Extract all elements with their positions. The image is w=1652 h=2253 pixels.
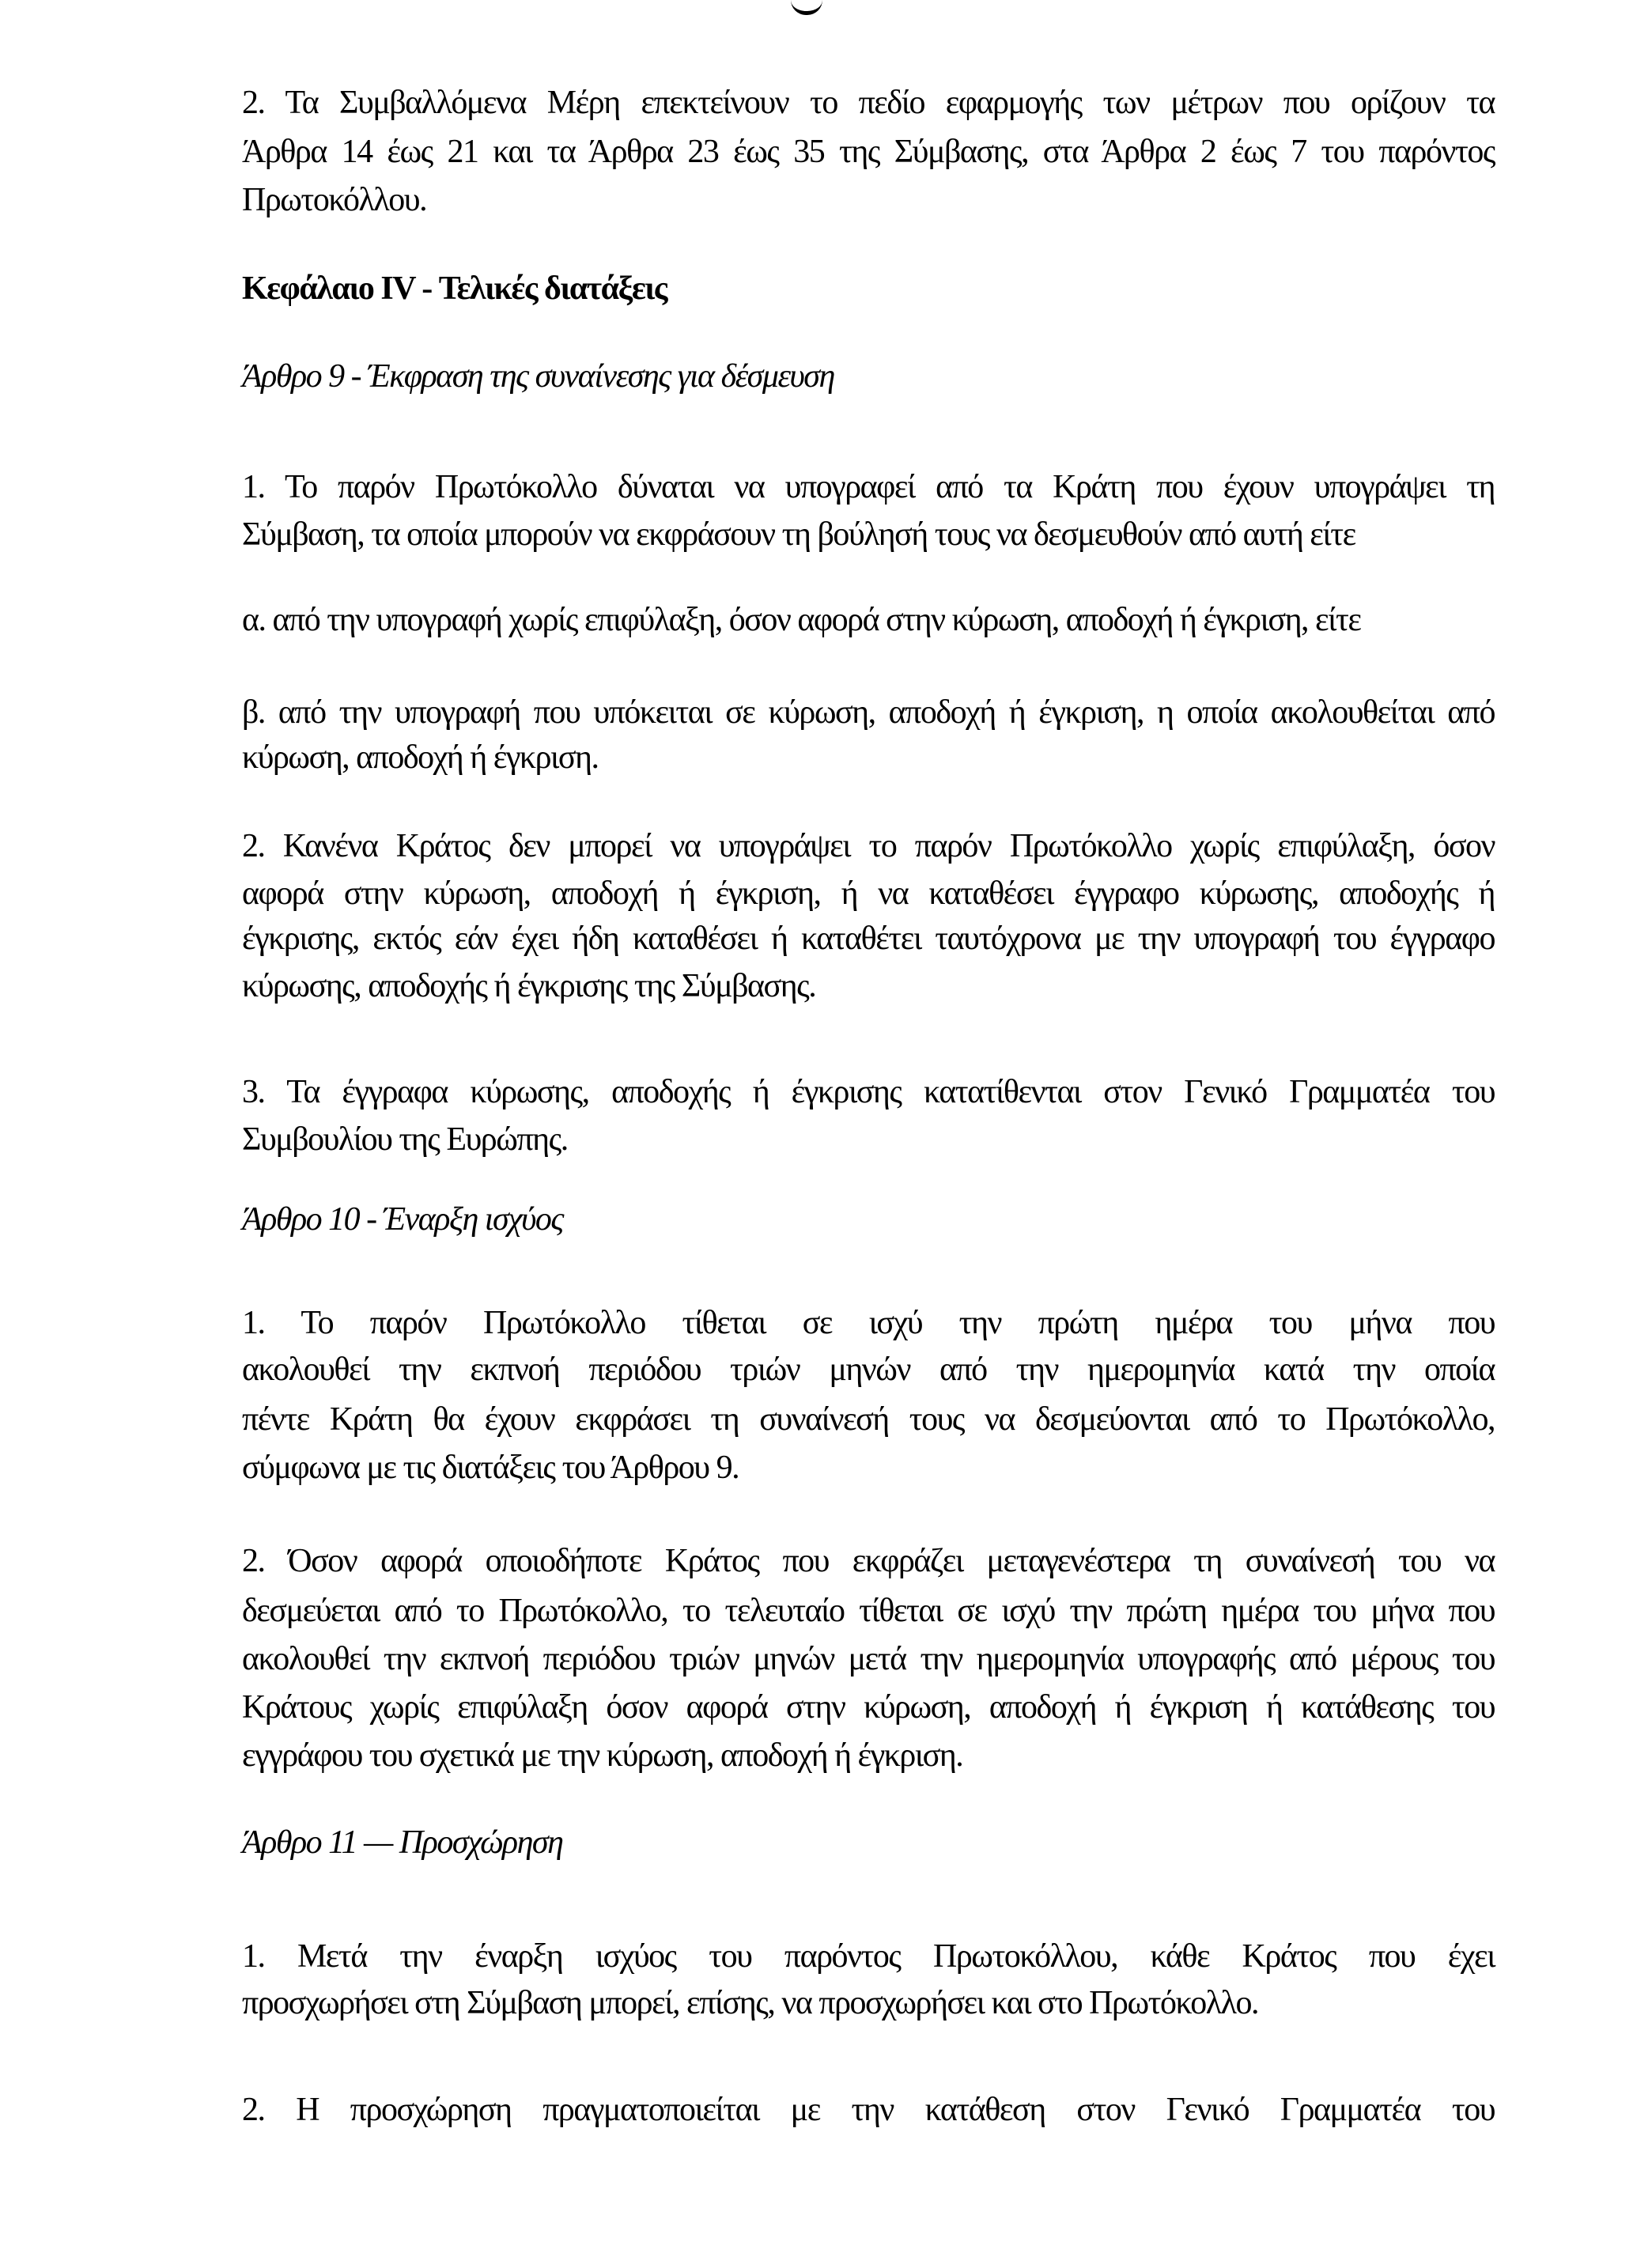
text-line: σύμφωνα με τις διατάξεις του Άρθρου 9. — [242, 1450, 739, 1486]
text-line: Κράτους χωρίς επιφύλαξη όσον αφορά στην κύρωση, αποδοχή ή έγκριση ή κατάθεσης του — [242, 1689, 1495, 1726]
text-line: ακολουθεί την εκπνοή περιόδου τριών μηνών μετά την ημερομηνία υπογραφής από μέρους του — [242, 1641, 1495, 1677]
text-line: 2. Κανένα Κράτος δεν μπορεί να υπογράψει το παρόν Πρωτόκολλο χωρίς επιφύλαξη, όσον — [242, 828, 1495, 864]
text-line: Πρωτοκόλλου. — [242, 182, 427, 218]
text-line: 2. Όσον αφορά οποιοδήποτε Κράτος που εκφράζει μεταγενέστερα τη συναίνεσή του να — [242, 1543, 1495, 1579]
text-line: κύρωσης, αποδοχής ή έγκρισης της Σύμβασης. — [242, 968, 816, 1004]
scan-artifact-mark — [791, 0, 822, 15]
article-heading: Άρθρο 11 — Προσχώρηση — [242, 1824, 563, 1861]
article-heading: Άρθρο 9 - Έκφραση της συναίνεσης για δέσμευση — [242, 358, 834, 395]
article-heading: Άρθρο 10 - Έναρξη ισχύος — [242, 1201, 563, 1238]
text-line: α. από την υπογραφή χωρίς επιφύλαξη, όσον αφορά στην κύρωση, αποδοχή ή έγκριση, είτε — [242, 602, 1361, 638]
text-line: β. από την υπογραφή που υπόκειται σε κύρωση, αποδοχή ή έγκριση, η οποία ακολουθείται από — [242, 694, 1495, 731]
text-line: Άρθρα 14 έως 21 και τα Άρθρα 23 έως 35 της Σύμβασης, στα Άρθρα 2 έως 7 του παρόντος — [242, 134, 1495, 170]
text-line: προσχωρήσει στη Σύμβαση μπορεί, επίσης, να προσχωρήσει και στο Πρωτόκολλο. — [242, 1985, 1258, 2021]
text-line: εγγράφου του σχετικά με την κύρωση, αποδοχή ή έγκριση. — [242, 1737, 963, 1774]
text-line: Συμβουλίου της Ευρώπης. — [242, 1121, 568, 1158]
text-line: 1. Το παρόν Πρωτόκολλο δύναται να υπογραφεί από τα Κράτη που έχουν υπογράψει τη — [242, 469, 1495, 505]
text-line: πέντε Κράτη θα έχουν εκφράσει τη συναίνεσή τους να δεσμεύονται από το Πρωτόκολλο, — [242, 1401, 1495, 1438]
text-line: κύρωση, αποδοχή ή έγκριση. — [242, 739, 599, 776]
text-line: 2. Τα Συμβαλλόμενα Μέρη επεκτείνουν το πεδίο εφαρμογής των μέτρων που ορίζουν τα — [242, 85, 1495, 121]
text-line: έγκρισης, εκτός εάν έχει ήδη καταθέσει ή καταθέτει ταυτόχρονα με την υπογραφή του έγγραφο — [242, 920, 1495, 957]
text-line: 3. Τα έγγραφα κύρωσης, αποδοχής ή έγκρισης κατατίθενται στον Γενικό Γραμματέα του — [242, 1074, 1495, 1110]
text-line: ακολουθεί την εκπνοή περιόδου τριών μηνών από την ημερομηνία κατά την οποία — [242, 1351, 1495, 1388]
text-line: Σύμβαση, τα οποία μπορούν να εκφράσουν τη βούλησή τους να δεσμευθούν από αυτή είτε — [242, 516, 1355, 553]
text-line: 1. Το παρόν Πρωτόκολλο τίθεται σε ισχύ την πρώτη ημέρα του μήνα που — [242, 1305, 1495, 1341]
text-line: 1. Μετά την έναρξη ισχύος του παρόντος Πρωτοκόλλου, κάθε Κράτος που έχει — [242, 1938, 1495, 1975]
text-line: δεσμεύεται από το Πρωτόκολλο, το τελευταίο τίθεται σε ισχύ την πρώτη ημέρα του μήνα που — [242, 1593, 1495, 1629]
chapter-heading: Κεφάλαιο IV - Τελικές διατάξεις — [242, 270, 667, 307]
text-line: αφορά στην κύρωση, αποδοχή ή έγκριση, ή να καταθέσει έγγραφο κύρωσης, αποδοχής ή — [242, 875, 1495, 912]
text-line: 2. Η προσχώρηση πραγματοποιείται με την κατάθεση στον Γενικό Γραμματέα του — [242, 2092, 1495, 2128]
